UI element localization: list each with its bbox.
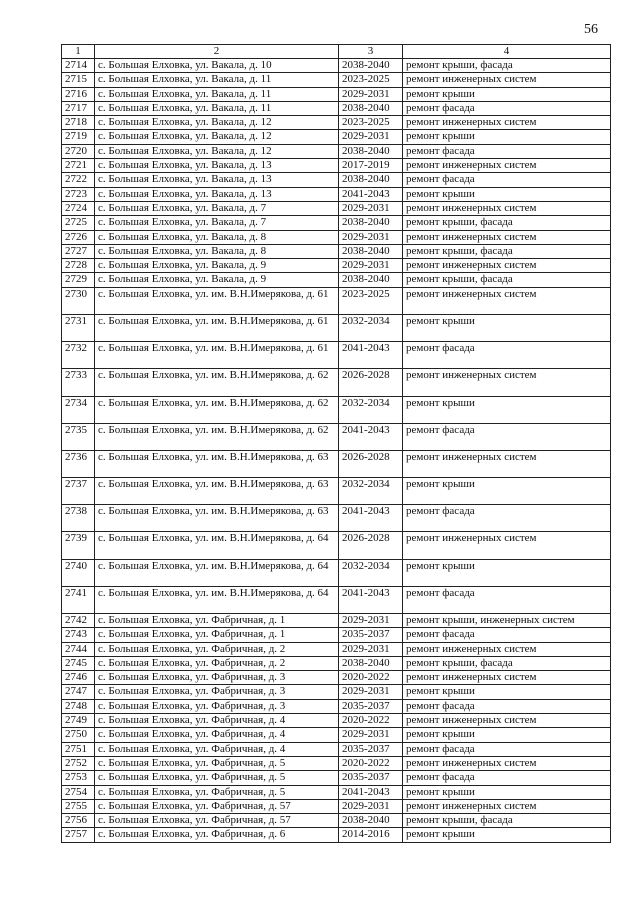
- address-cell: с. Большая Елховка, ул. Вакала, д. 13: [95, 173, 339, 187]
- period-cell: 2029-2031: [339, 259, 403, 273]
- period-cell: 2038-2040: [339, 814, 403, 828]
- row-number-cell: 2716: [62, 87, 95, 101]
- row-number-cell: 2714: [62, 59, 95, 73]
- row-number-cell: 2734: [62, 396, 95, 423]
- row-number-cell: 2720: [62, 144, 95, 158]
- table-row: [62, 259, 611, 273]
- row-number-cell: 2747: [62, 685, 95, 699]
- address-cell: с. Большая Елховка, ул. Вакала, д. 13: [95, 187, 339, 201]
- row-number-cell: 2752: [62, 756, 95, 770]
- table-row: [62, 450, 611, 477]
- row-number-cell: 2741: [62, 586, 95, 613]
- address-cell: с. Большая Елховка, ул. Фабричная, д. 3: [95, 685, 339, 699]
- work-type-cell: ремонт крыши: [403, 828, 611, 842]
- work-type-cell: ремонт инженерных систем: [403, 532, 611, 559]
- row-number-cell: 2750: [62, 728, 95, 742]
- work-type-cell: ремонт фасада: [403, 342, 611, 369]
- work-type-cell: ремонт инженерных систем: [403, 369, 611, 396]
- row-number-cell: 2751: [62, 742, 95, 756]
- table-row: [62, 101, 611, 115]
- period-cell: 2014-2016: [339, 828, 403, 842]
- work-type-cell: ремонт крыши: [403, 728, 611, 742]
- work-type-cell: ремонт крыши, фасада: [403, 656, 611, 670]
- table-row: [62, 216, 611, 230]
- address-cell: с. Большая Елховка, ул. им. В.Н.Имерякова, д. 64: [95, 586, 339, 613]
- work-type-cell: ремонт крыши: [403, 559, 611, 586]
- table-row: [62, 714, 611, 728]
- period-cell: 2041-2043: [339, 785, 403, 799]
- table-row: [62, 201, 611, 215]
- table-row: [62, 159, 611, 173]
- period-cell: 2029-2031: [339, 614, 403, 628]
- table-row: [62, 628, 611, 642]
- table-row: [62, 59, 611, 73]
- address-cell: с. Большая Елховка, ул. Фабричная, д. 6: [95, 828, 339, 842]
- work-type-cell: ремонт инженерных систем: [403, 450, 611, 477]
- row-number-cell: 2744: [62, 642, 95, 656]
- table-row: [62, 87, 611, 101]
- table-row: [62, 671, 611, 685]
- table-row: [62, 73, 611, 87]
- work-type-cell: ремонт фасада: [403, 771, 611, 785]
- period-cell: 2029-2031: [339, 799, 403, 813]
- work-type-cell: ремонт инженерных систем: [403, 642, 611, 656]
- address-cell: с. Большая Елховка, ул. Фабричная, д. 2: [95, 642, 339, 656]
- table-row: [62, 814, 611, 828]
- period-cell: 2038-2040: [339, 144, 403, 158]
- period-cell: 2038-2040: [339, 656, 403, 670]
- row-number-cell: 2717: [62, 101, 95, 115]
- row-number-cell: 2730: [62, 287, 95, 314]
- row-number-cell: 2719: [62, 130, 95, 144]
- address-cell: с. Большая Елховка, ул. Фабричная, д. 57: [95, 814, 339, 828]
- address-cell: с. Большая Елховка, ул. Вакала, д. 13: [95, 159, 339, 173]
- repair-schedule-table: [61, 44, 611, 843]
- table-row: [62, 799, 611, 813]
- row-number-cell: 2725: [62, 216, 95, 230]
- period-cell: 2026-2028: [339, 532, 403, 559]
- period-cell: 2029-2031: [339, 201, 403, 215]
- row-number-cell: 2735: [62, 423, 95, 450]
- row-number-cell: 2738: [62, 505, 95, 532]
- address-cell: с. Большая Елховка, ул. Фабричная, д. 5: [95, 756, 339, 770]
- period-cell: 2038-2040: [339, 101, 403, 115]
- row-number-cell: 2748: [62, 699, 95, 713]
- table-row: [62, 656, 611, 670]
- work-type-cell: ремонт крыши: [403, 87, 611, 101]
- period-cell: 2038-2040: [339, 273, 403, 287]
- period-cell: 2035-2037: [339, 742, 403, 756]
- row-number-cell: 2732: [62, 342, 95, 369]
- address-cell: с. Большая Елховка, ул. Вакала, д. 8: [95, 230, 339, 244]
- period-cell: 2035-2037: [339, 771, 403, 785]
- work-type-cell: ремонт крыши, фасада: [403, 814, 611, 828]
- work-type-cell: ремонт крыши, фасада: [403, 59, 611, 73]
- work-type-cell: ремонт крыши: [403, 396, 611, 423]
- work-type-cell: ремонт крыши: [403, 187, 611, 201]
- table-row: [62, 173, 611, 187]
- work-type-cell: ремонт фасада: [403, 144, 611, 158]
- table-row: [62, 230, 611, 244]
- work-type-cell: ремонт крыши, инженерных систем: [403, 614, 611, 628]
- row-number-cell: 2728: [62, 259, 95, 273]
- table-row: [62, 699, 611, 713]
- work-type-cell: ремонт инженерных систем: [403, 287, 611, 314]
- address-cell: с. Большая Елховка, ул. Вакала, д. 7: [95, 216, 339, 230]
- period-cell: 2041-2043: [339, 342, 403, 369]
- address-cell: с. Большая Елховка, ул. Вакала, д. 8: [95, 244, 339, 258]
- table-row: [62, 756, 611, 770]
- address-cell: с. Большая Елховка, ул. Фабричная, д. 4: [95, 714, 339, 728]
- work-type-cell: ремонт инженерных систем: [403, 671, 611, 685]
- row-number-cell: 2746: [62, 671, 95, 685]
- table-row: [62, 369, 611, 396]
- row-number-cell: 2724: [62, 201, 95, 215]
- row-number-cell: 2754: [62, 785, 95, 799]
- row-number-cell: 2723: [62, 187, 95, 201]
- address-cell: с. Большая Елховка, ул. Фабричная, д. 5: [95, 771, 339, 785]
- address-cell: с. Большая Елховка, ул. им. В.Н.Имерякова, д. 63: [95, 478, 339, 505]
- table-row: [62, 642, 611, 656]
- work-type-cell: ремонт инженерных систем: [403, 201, 611, 215]
- table-row: [62, 244, 611, 258]
- row-number-cell: 2757: [62, 828, 95, 842]
- row-number-cell: 2740: [62, 559, 95, 586]
- address-cell: с. Большая Елховка, ул. им. В.Н.Имерякова, д. 61: [95, 314, 339, 341]
- address-cell: с. Большая Елховка, ул. им. В.Н.Имерякова, д. 63: [95, 505, 339, 532]
- row-number-cell: 2743: [62, 628, 95, 642]
- address-cell: с. Большая Елховка, ул. им. В.Н.Имерякова, д. 62: [95, 423, 339, 450]
- address-cell: с. Большая Елховка, ул. Фабричная, д. 1: [95, 628, 339, 642]
- address-cell: с. Большая Елховка, ул. Вакала, д. 11: [95, 73, 339, 87]
- header-col-1: 1: [62, 45, 95, 59]
- address-cell: с. Большая Елховка, ул. Фабричная, д. 3: [95, 671, 339, 685]
- period-cell: 2020-2022: [339, 714, 403, 728]
- table-row: [62, 771, 611, 785]
- row-number-cell: 2715: [62, 73, 95, 87]
- period-cell: 2017-2019: [339, 159, 403, 173]
- address-cell: с. Большая Елховка, ул. Вакала, д. 11: [95, 87, 339, 101]
- address-cell: с. Большая Елховка, ул. им. В.Н.Имерякова, д. 61: [95, 342, 339, 369]
- period-cell: 2032-2034: [339, 478, 403, 505]
- table-row: [62, 532, 611, 559]
- work-type-cell: ремонт инженерных систем: [403, 116, 611, 130]
- address-cell: с. Большая Елховка, ул. Вакала, д. 12: [95, 116, 339, 130]
- row-number-cell: 2718: [62, 116, 95, 130]
- period-cell: 2029-2031: [339, 130, 403, 144]
- table-row: [62, 505, 611, 532]
- row-number-cell: 2727: [62, 244, 95, 258]
- table-row: [62, 559, 611, 586]
- table-row: [62, 144, 611, 158]
- work-type-cell: ремонт инженерных систем: [403, 799, 611, 813]
- page-number: 56: [584, 22, 598, 37]
- period-cell: 2035-2037: [339, 699, 403, 713]
- period-cell: 2029-2031: [339, 230, 403, 244]
- address-cell: с. Большая Елховка, ул. Вакала, д. 9: [95, 259, 339, 273]
- row-number-cell: 2739: [62, 532, 95, 559]
- work-type-cell: ремонт фасада: [403, 628, 611, 642]
- address-cell: с. Большая Елховка, ул. Фабричная, д. 2: [95, 656, 339, 670]
- address-cell: с. Большая Елховка, ул. Вакала, д. 11: [95, 101, 339, 115]
- row-number-cell: 2721: [62, 159, 95, 173]
- row-number-cell: 2736: [62, 450, 95, 477]
- table-row: [62, 785, 611, 799]
- header-col-3: 3: [339, 45, 403, 59]
- period-cell: 2029-2031: [339, 728, 403, 742]
- row-number-cell: 2742: [62, 614, 95, 628]
- table-row: [62, 742, 611, 756]
- period-cell: 2038-2040: [339, 173, 403, 187]
- address-cell: с. Большая Елховка, ул. Фабричная, д. 1: [95, 614, 339, 628]
- address-cell: с. Большая Елховка, ул. Вакала, д. 7: [95, 201, 339, 215]
- row-number-cell: 2745: [62, 656, 95, 670]
- table-header-row: [62, 45, 611, 59]
- table-row: [62, 130, 611, 144]
- address-cell: с. Большая Елховка, ул. им. В.Н.Имерякова, д. 63: [95, 450, 339, 477]
- work-type-cell: ремонт фасада: [403, 505, 611, 532]
- period-cell: 2029-2031: [339, 685, 403, 699]
- table-body: [62, 59, 611, 843]
- period-cell: 2041-2043: [339, 505, 403, 532]
- table-row: [62, 342, 611, 369]
- table-row: [62, 273, 611, 287]
- period-cell: 2023-2025: [339, 287, 403, 314]
- address-cell: с. Большая Елховка, ул. им. В.Н.Имерякова, д. 62: [95, 396, 339, 423]
- work-type-cell: ремонт инженерных систем: [403, 756, 611, 770]
- work-type-cell: ремонт фасада: [403, 101, 611, 115]
- header-col-4: 4: [403, 45, 611, 59]
- period-cell: 2026-2028: [339, 369, 403, 396]
- period-cell: 2023-2025: [339, 116, 403, 130]
- row-number-cell: 2756: [62, 814, 95, 828]
- address-cell: с. Большая Елховка, ул. Вакала, д. 9: [95, 273, 339, 287]
- period-cell: 2038-2040: [339, 59, 403, 73]
- row-number-cell: 2733: [62, 369, 95, 396]
- address-cell: с. Большая Елховка, ул. им. В.Н.Имерякова, д. 61: [95, 287, 339, 314]
- work-type-cell: ремонт крыши: [403, 314, 611, 341]
- table-row: [62, 396, 611, 423]
- work-type-cell: ремонт инженерных систем: [403, 159, 611, 173]
- address-cell: с. Большая Елховка, ул. Фабричная, д. 57: [95, 799, 339, 813]
- period-cell: 2035-2037: [339, 628, 403, 642]
- period-cell: 2038-2040: [339, 216, 403, 230]
- work-type-cell: ремонт крыши: [403, 130, 611, 144]
- work-type-cell: ремонт фасада: [403, 423, 611, 450]
- address-cell: с. Большая Елховка, ул. Фабричная, д. 4: [95, 742, 339, 756]
- address-cell: с. Большая Елховка, ул. Вакала, д. 10: [95, 59, 339, 73]
- table-row: [62, 586, 611, 613]
- work-type-cell: ремонт инженерных систем: [403, 259, 611, 273]
- address-cell: с. Большая Елховка, ул. им. В.Н.Имерякова, д. 64: [95, 532, 339, 559]
- table-row: [62, 685, 611, 699]
- row-number-cell: 2749: [62, 714, 95, 728]
- address-cell: с. Большая Елховка, ул. Вакала, д. 12: [95, 130, 339, 144]
- work-type-cell: ремонт фасада: [403, 586, 611, 613]
- period-cell: 2032-2034: [339, 396, 403, 423]
- table-row: [62, 423, 611, 450]
- period-cell: 2020-2022: [339, 671, 403, 685]
- period-cell: 2023-2025: [339, 73, 403, 87]
- address-cell: с. Большая Елховка, ул. Вакала, д. 12: [95, 144, 339, 158]
- period-cell: 2041-2043: [339, 187, 403, 201]
- table-row: [62, 116, 611, 130]
- period-cell: 2026-2028: [339, 450, 403, 477]
- address-cell: с. Большая Елховка, ул. им. В.Н.Имерякова, д. 62: [95, 369, 339, 396]
- period-cell: 2020-2022: [339, 756, 403, 770]
- row-number-cell: 2731: [62, 314, 95, 341]
- row-number-cell: 2729: [62, 273, 95, 287]
- period-cell: 2032-2034: [339, 559, 403, 586]
- table-row: [62, 828, 611, 842]
- work-type-cell: ремонт крыши, фасада: [403, 244, 611, 258]
- table-row: [62, 478, 611, 505]
- period-cell: 2038-2040: [339, 244, 403, 258]
- work-type-cell: ремонт инженерных систем: [403, 73, 611, 87]
- work-type-cell: ремонт фасада: [403, 742, 611, 756]
- row-number-cell: 2726: [62, 230, 95, 244]
- period-cell: 2032-2034: [339, 314, 403, 341]
- work-type-cell: ремонт крыши: [403, 685, 611, 699]
- row-number-cell: 2753: [62, 771, 95, 785]
- row-number-cell: 2737: [62, 478, 95, 505]
- table-row: [62, 187, 611, 201]
- work-type-cell: ремонт крыши, фасада: [403, 273, 611, 287]
- work-type-cell: ремонт крыши: [403, 785, 611, 799]
- work-type-cell: ремонт крыши: [403, 478, 611, 505]
- work-type-cell: ремонт крыши, фасада: [403, 216, 611, 230]
- header-col-2: 2: [95, 45, 339, 59]
- work-type-cell: ремонт инженерных систем: [403, 230, 611, 244]
- address-cell: с. Большая Елховка, ул. Фабричная, д. 4: [95, 728, 339, 742]
- work-type-cell: ремонт фасада: [403, 699, 611, 713]
- table-row: [62, 728, 611, 742]
- table-row: [62, 614, 611, 628]
- work-type-cell: ремонт фасада: [403, 173, 611, 187]
- row-number-cell: 2722: [62, 173, 95, 187]
- period-cell: 2041-2043: [339, 586, 403, 613]
- table-row: [62, 314, 611, 341]
- period-cell: 2041-2043: [339, 423, 403, 450]
- address-cell: с. Большая Елховка, ул. Фабричная, д. 5: [95, 785, 339, 799]
- work-type-cell: ремонт инженерных систем: [403, 714, 611, 728]
- table-row: [62, 287, 611, 314]
- address-cell: с. Большая Елховка, ул. им. В.Н.Имерякова, д. 64: [95, 559, 339, 586]
- period-cell: 2029-2031: [339, 642, 403, 656]
- row-number-cell: 2755: [62, 799, 95, 813]
- address-cell: с. Большая Елховка, ул. Фабричная, д. 3: [95, 699, 339, 713]
- period-cell: 2029-2031: [339, 87, 403, 101]
